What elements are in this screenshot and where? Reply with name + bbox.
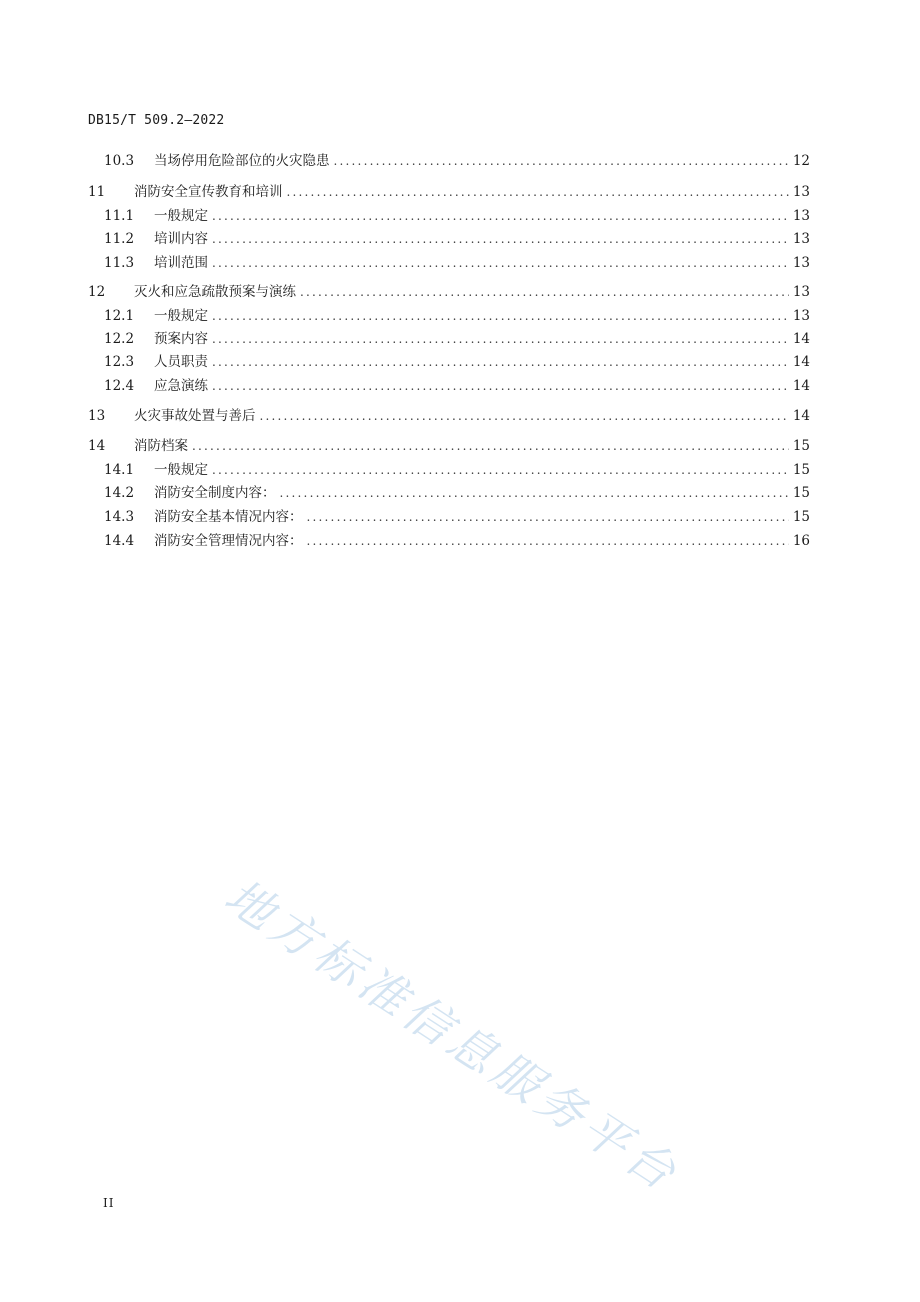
- toc-entry-page: 13: [792, 208, 810, 224]
- dot-leader: [212, 351, 789, 373]
- toc-entry-title: 当场停用危险部位的火灾隐患: [154, 153, 330, 169]
- toc-entry-page: 15: [792, 438, 810, 454]
- dot-leader: [192, 435, 789, 457]
- toc-entry-number: 11.3: [104, 255, 135, 271]
- toc-entry-title: 消防档案: [134, 438, 188, 454]
- toc-entry-page: 16: [792, 533, 810, 549]
- dot-leader: [300, 281, 789, 303]
- toc-entry-page: 13: [792, 184, 810, 200]
- toc-entry-page: 15: [792, 509, 810, 525]
- dot-leader: [212, 328, 789, 350]
- toc-entry-title: 培训内容: [154, 231, 208, 247]
- toc-entry-title: 灭火和应急疏散预案与演练: [134, 284, 296, 300]
- dot-leader: [287, 181, 789, 203]
- toc-entry[interactable]: [88, 435, 810, 457]
- toc-entry[interactable]: [88, 281, 810, 303]
- toc-entry-page: 15: [792, 462, 810, 478]
- toc-entry-number: 11: [88, 184, 106, 200]
- toc-entry-page: 14: [792, 378, 810, 394]
- dot-leader: [212, 375, 789, 397]
- toc-entry-title: 预案内容: [154, 331, 208, 347]
- dot-leader: [307, 506, 789, 528]
- dot-leader: [212, 228, 789, 250]
- toc-entry-title: 培训范围: [154, 255, 208, 271]
- toc-entry-title: 火灾事故处置与善后: [134, 408, 256, 424]
- toc-entry[interactable]: [88, 530, 810, 552]
- toc-entry-title: 消防安全宣传教育和培训: [134, 184, 283, 200]
- document-code-header: DB15/T 509.2—2022: [88, 113, 225, 128]
- toc-entry-title: 消防安全制度内容：: [154, 485, 276, 501]
- dot-leader: [307, 530, 789, 552]
- toc-entry-page: 14: [792, 408, 810, 424]
- toc-entry-number: 14.3: [104, 509, 135, 525]
- toc-entry-number: 12.1: [104, 308, 135, 324]
- toc-entry-title: 一般规定: [154, 208, 208, 224]
- toc-entry-number: 12: [88, 284, 106, 300]
- toc-entry[interactable]: [88, 305, 810, 327]
- dot-leader: [334, 150, 789, 172]
- toc-entry-number: 11.2: [104, 231, 135, 247]
- toc-entry-title: 消防安全基本情况内容：: [154, 509, 303, 525]
- toc-entry-number: 14.2: [104, 485, 135, 501]
- toc-entry[interactable]: [88, 205, 810, 227]
- toc-entry-page: 15: [792, 485, 810, 501]
- toc-entry[interactable]: [88, 506, 810, 528]
- toc-entry-page: 12: [792, 153, 810, 169]
- toc-entry[interactable]: [88, 150, 810, 172]
- toc-entry-title: 人员职责: [154, 354, 208, 370]
- toc-entry-title: 应急演练: [154, 378, 208, 394]
- toc-entry-title: 一般规定: [154, 462, 208, 478]
- watermark: 地方标准信息服务平台: [214, 868, 690, 1204]
- dot-leader: [260, 405, 789, 427]
- dot-leader: [212, 305, 789, 327]
- toc-entry[interactable]: [88, 405, 810, 427]
- toc-entry-title: 一般规定: [154, 308, 208, 324]
- toc-entry-number: 10.3: [104, 153, 135, 169]
- toc-entry[interactable]: [88, 328, 810, 350]
- toc-entry[interactable]: [88, 228, 810, 250]
- dot-leader: [280, 482, 789, 504]
- toc-entry-number: 14.4: [104, 533, 135, 549]
- toc-entry-page: 13: [792, 231, 810, 247]
- toc-entry[interactable]: [88, 459, 810, 481]
- toc-entry-number: 12.2: [104, 331, 135, 347]
- toc-entry-number: 11.1: [104, 208, 135, 224]
- toc-entry-number: 13: [88, 408, 106, 424]
- toc-entry-page: 13: [792, 255, 810, 271]
- toc-entry-number: 14.1: [104, 462, 135, 478]
- page-number: II: [103, 1196, 115, 1210]
- toc-entry[interactable]: [88, 351, 810, 373]
- toc-entry[interactable]: [88, 482, 810, 504]
- toc-entry[interactable]: [88, 181, 810, 203]
- toc-entry[interactable]: [88, 252, 810, 274]
- toc-entry-number: 12.4: [104, 378, 135, 394]
- toc-entry-number: 14: [88, 438, 106, 454]
- toc-entry-number: 12.3: [104, 354, 135, 370]
- toc-entry-page: 13: [792, 284, 810, 300]
- dot-leader: [212, 459, 789, 481]
- dot-leader: [212, 252, 789, 274]
- toc-entry-title: 消防安全管理情况内容：: [154, 533, 303, 549]
- toc-entry-page: 14: [792, 331, 810, 347]
- toc-entry-page: 13: [792, 308, 810, 324]
- dot-leader: [212, 205, 789, 227]
- toc-entry-page: 14: [792, 354, 810, 370]
- toc-entry[interactable]: [88, 375, 810, 397]
